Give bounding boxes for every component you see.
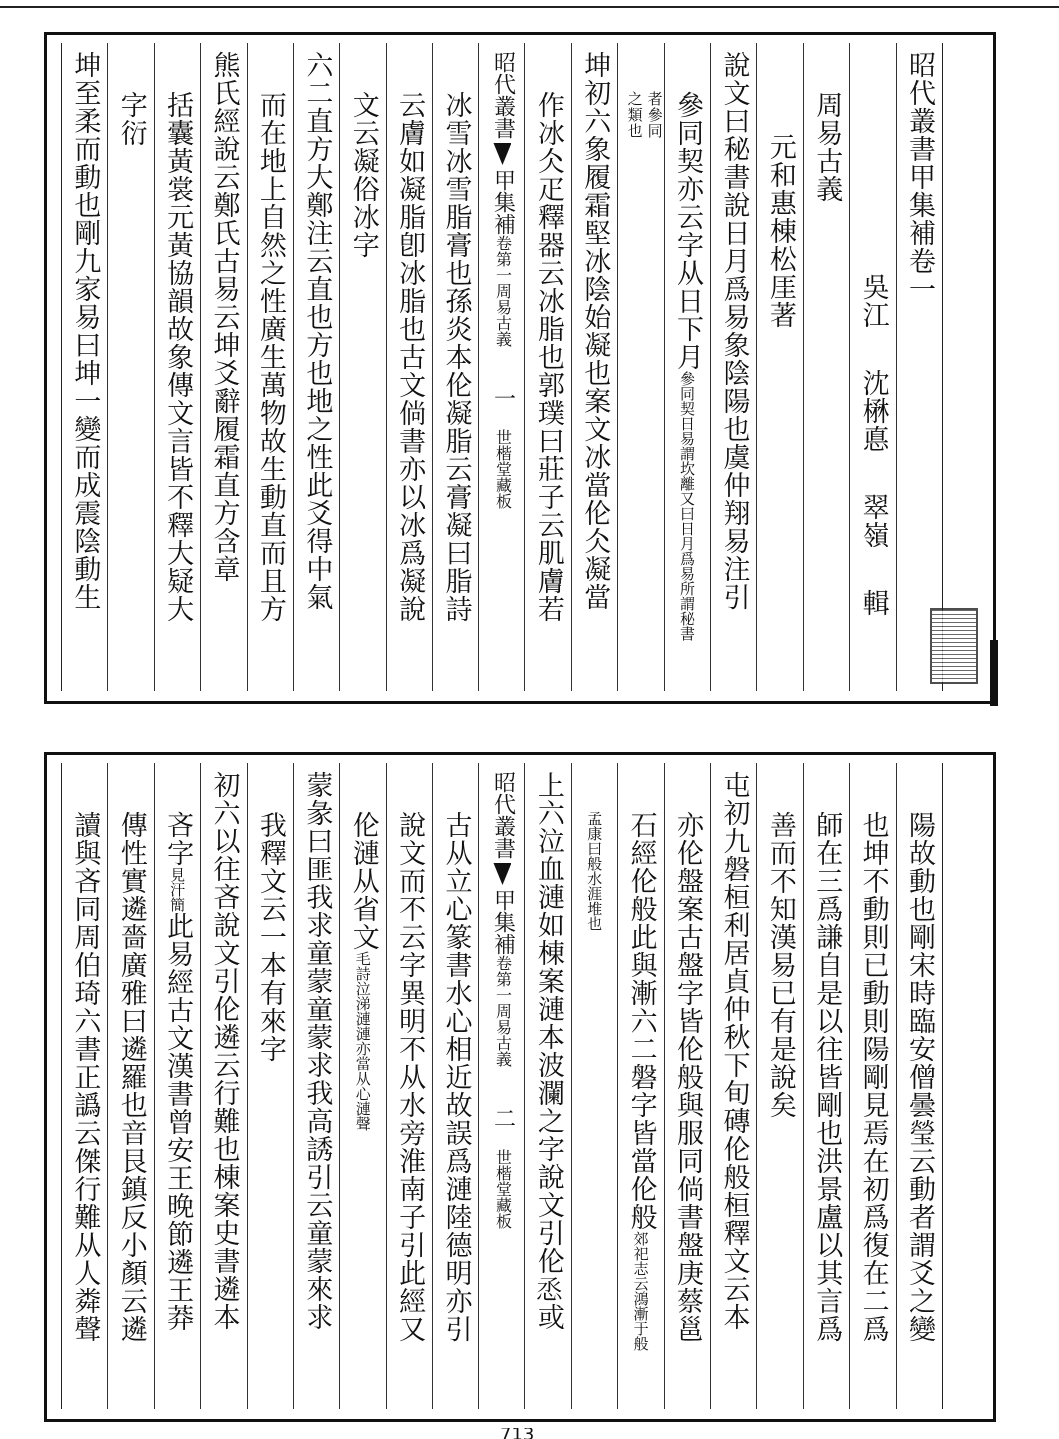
top-title-column: 昭代叢書甲集補卷一 [896,43,942,691]
meng-xiang-column: 蒙彖曰匪我求童蒙童蒙求我高誘引云童蒙來求 [293,763,339,1409]
book-author-column: 元和惠棟松厓著 [756,43,802,691]
book-title-column: 周易古義 [803,43,849,691]
liu-er-column: 六二直方大鄭注云直也方也地之性此爻得中氣 [293,43,339,691]
note-column [617,43,663,691]
top-author-column [849,43,895,691]
cantong-main: 參同契亦云字从日下月 [672,91,704,371]
wen-yun-column: 文云凝俗冰字 [339,43,385,691]
yi-zuo-column: 亦伦盤案古盤字皆伦般與服同倘書盤庚蔡邕 [664,763,710,1409]
zuo-lian-main: 伦漣从省文 [347,811,379,951]
shi-jing-column [617,763,663,1409]
center-juan: 卷第一 [493,955,513,1003]
center-page: 二 [490,1107,516,1129]
shan-er-column: 善而不知漢易已有是說矣 [756,763,802,1409]
page-top-rule [0,6,1059,8]
kun-chu-column: 坤初六象履霜堅冰陰始凝也案文冰當伦仌凝當 [571,43,617,691]
meng-note-column [571,763,617,1409]
yun-fu-column: 云膚如凝脂卽冰脂也古文倘書亦以冰爲凝說 [386,43,432,691]
top-text-columns [61,43,943,691]
note-a: 者參同 [645,91,664,139]
author-role: 輯 [857,589,889,617]
center-ji: 甲集補 [490,889,516,955]
gu-cong-column: 古从立心篆書水心相近故誤爲漣陸德明亦引 [432,763,478,1409]
meng-note: 孟康曰般水涯堆也 [585,811,604,931]
yang-gu-column: 陽故動也剛宋時臨安僧曇瑩云動者謂爻之變 [896,763,942,1409]
kun-zhi-column: 坤至柔而動也剛九家易曰坤一變而成震陰動生 [69,51,101,611]
page-number: 713 [500,1428,535,1439]
chu-liu-column: 初六以往吝說文引伦遴云行難也棟案史書遴本 [200,763,246,1409]
fish-tail-icon [493,863,511,885]
center-zhou: 周易古義 [493,283,513,347]
center-zhou: 周易古義 [493,1003,513,1067]
zhuan-column: 傳性實遴嗇廣雅曰遴羅也音艮鎮反小顏云遴 [107,763,153,1409]
collector-seal-stamp [930,608,978,684]
lin-note: 見汗簡 [168,867,187,912]
bottom-page-frame [44,752,996,1422]
fish-tail-icon [493,143,511,165]
tun-column: 屯初九磐桓利居貞仲秋下旬磚伦般桓釋文云本 [710,763,756,1409]
zi-yan-column: 字衍 [107,43,153,691]
note-b: 之類也 [625,91,644,139]
zuo-bing-column: 作冰仌疋釋器云冰脂也郭璞曰莊子云肌膚若 [524,43,570,691]
page-edge-mark [990,640,998,706]
author-place: 吳江 [857,273,889,329]
center-title: 昭代叢書 [490,51,516,139]
bottom-text-columns [61,763,943,1409]
xiong-column: 熊氏經說云鄭氏古易云坤爻辭履霜直方含章 [200,43,246,691]
bing-xue-column: 冰雪冰雪脂膏也孫炎本伦凝脂云膏凝曰脂詩 [432,43,478,691]
ye-kun-column: 也坤不動則已動則陽剛見焉在初爲復在二爲 [849,763,895,1409]
cantong-note: 參同契日易謂坎離又曰日月爲易所謂秘書 [678,371,697,641]
top-center-fold [478,43,524,691]
shi-jing-main: 石經伦般此與漸六二磐字皆當伦般 [625,811,657,1231]
center-ji: 甲集補 [490,169,516,235]
lin-zi-column [154,763,200,1409]
top-page-frame [44,32,996,704]
shuo-er-column: 說文而不云字異明不从水旁淮南子引此經又 [386,763,432,1409]
center-cang: 藏板 [493,1197,513,1229]
cantong-column [664,43,710,691]
author-name: 沈楙悳 [857,369,889,453]
shang-liu-column: 上六泣血漣如棟案漣本波瀾之字說文引伦𢙎或 [524,763,570,1409]
bottom-center-fold [478,763,524,1409]
shi-jing-note: 郊祀志云鴻漸于般 [631,1231,650,1351]
center-shi: 世楷堂 [493,1149,513,1197]
lin-zi-main: 吝字 [162,811,194,867]
wo-shi-column: 我釋文云一本有來字 [247,763,293,1409]
center-title: 昭代叢書 [490,771,516,859]
center-page: 一 [490,387,516,409]
shi-zai-column: 師在三爲謙自是以往皆剛也洪景盧以其言爲 [803,763,849,1409]
center-shi: 世楷堂 [493,429,513,477]
shuowen-column: 說文曰秘書說日月爲易象陰陽也虞仲翔易注引 [710,43,756,691]
center-cang: 藏板 [493,477,513,509]
center-juan: 卷第一 [493,235,513,283]
lian-note: 毛詩泣涕漣漣亦當从心漣聲 [353,951,372,1131]
du-yu-column: 讀與吝同周伯琦六書正譌云傑行難从人粦聲 [69,811,101,1343]
lin-rest: 此易經古文漢書曾安王晚節遴王莽 [162,912,194,1332]
zuo-lian-column [339,763,385,1409]
kuo-nang-column: 括囊黃裳元黃協韻故象傳文言皆不釋大疑大 [154,43,200,691]
author-zi: 翠嶺 [857,493,889,549]
er-zai-column: 而在地上自然之性廣生萬物故生動直而且方 [247,43,293,691]
note-split [626,91,664,139]
